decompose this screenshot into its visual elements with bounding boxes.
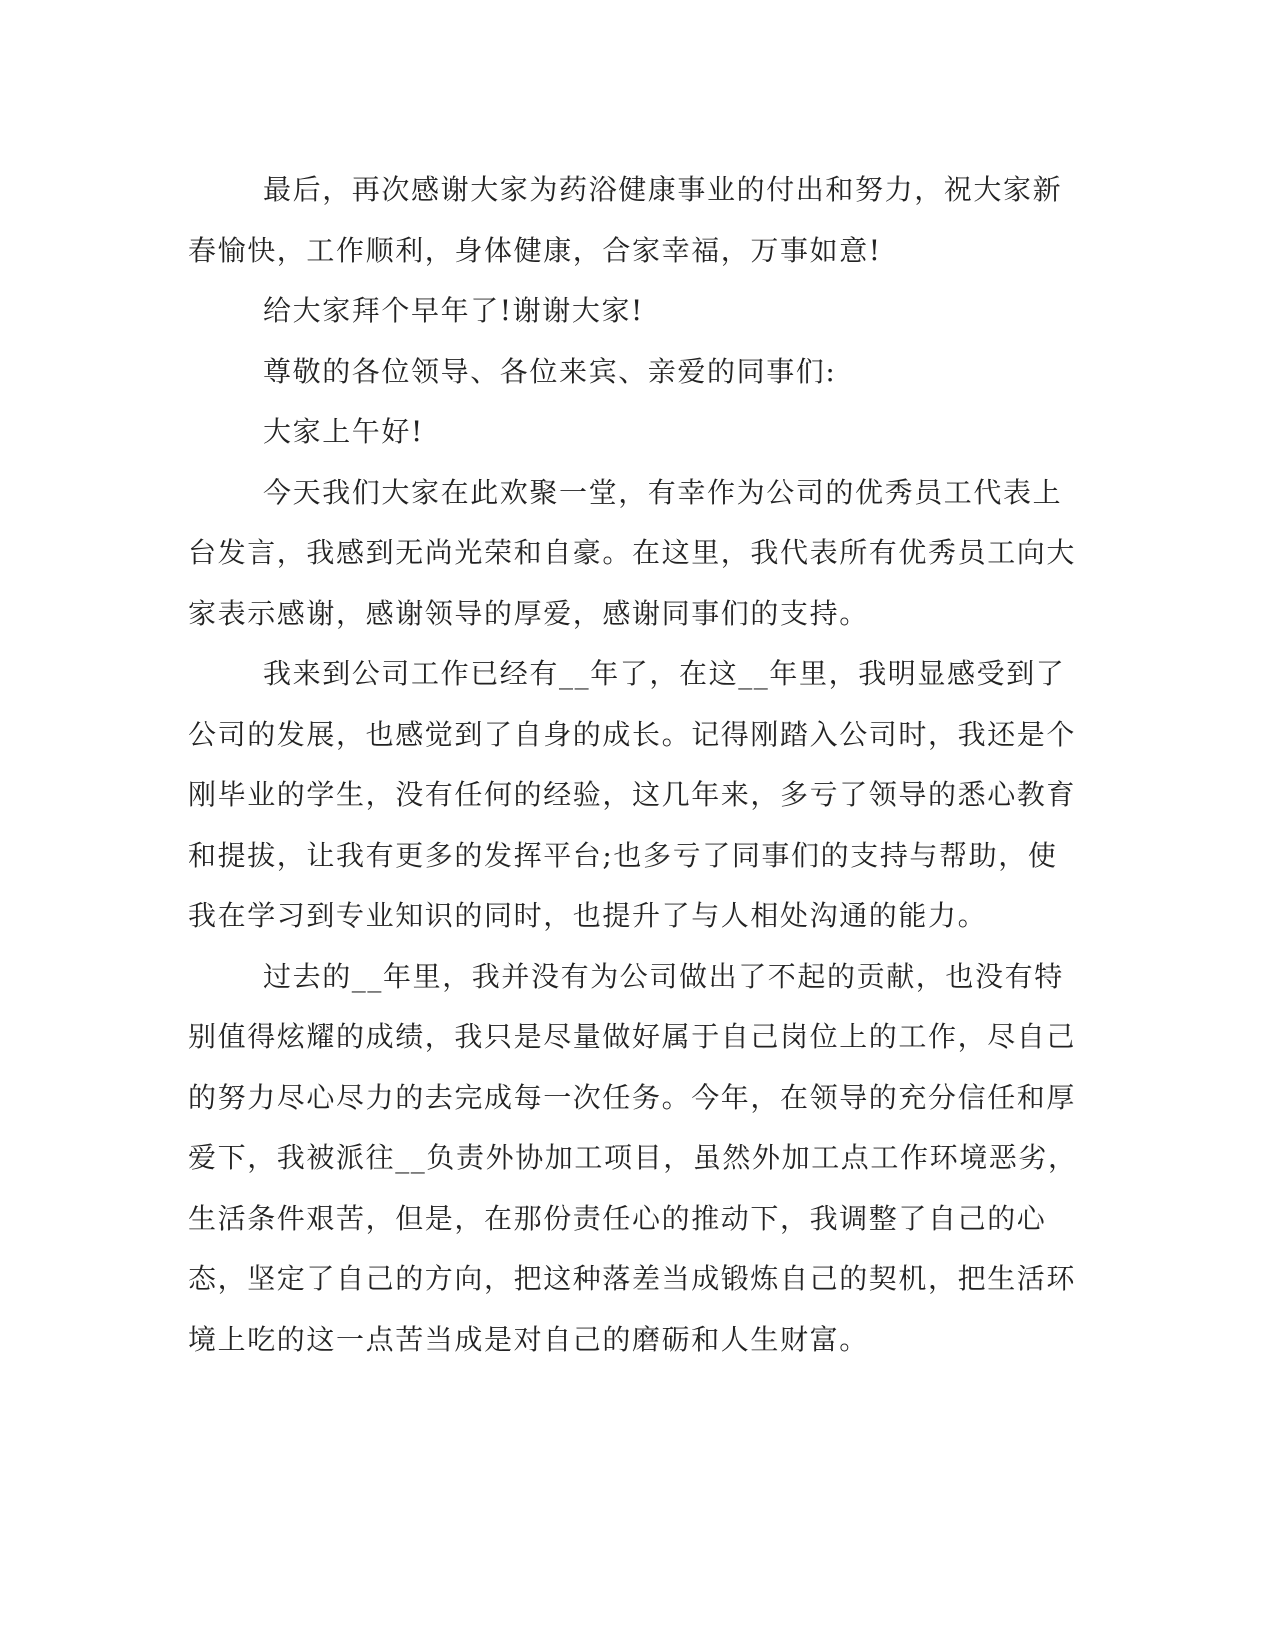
document-body [188, 160, 1083, 1370]
paragraph-closing-thanks: 最后，再次感谢大家为药浴健康事业的付出和努力，祝大家新春愉快，工作顺利，身体健康，合家幸福，万事如意! [188, 173, 1063, 267]
paragraph-good-morning: 大家上午好! [263, 415, 424, 448]
paragraph-past-year: 过去的__年里，我并没有为公司做出了不起的贡献，也没有特别值得炫耀的成绩，我只是尽量做好属于自己岗位上的工作，尽自己的努力尽心尽力的去完成每一次任务。今年，在领导的充分信任和厚爱下，我被派往__负责外协加工项目，虽然外加工点工作环境恶劣，生活条件艰苦，但是，在那份责任心的推动下，我调整了自己的心态，坚定了自己的方向，把这种落差当成锻炼自己的契机，把生活环境上吃的这一点苦当成是对自己的磨砺和人生财富。 [188, 959, 1078, 1356]
paragraph-introduction: 今天我们大家在此欢聚一堂，有幸作为公司的优秀员工代表上台发言，我感到无尚光荣和自豪。在这里，我代表所有优秀员工向大家表示感谢，感谢领导的厚爱，感谢同事们的支持。 [188, 475, 1077, 630]
paragraph-company-growth: 我来到公司工作已经有__年了，在这__年里，我明显感受到了公司的发展，也感觉到了自身的成长。记得刚踏入公司时，我还是个刚毕业的学生，没有任何的经验，这几年来，多亏了领导的悉心教育和提拔，让我有更多的发挥平台;也多亏了同事们的支持与帮助，使我在学习到专业知识的同时，也提升了与人相处沟通的能力。 [188, 657, 1077, 932]
paragraph-salutation: 尊敬的各位领导、各位来宾、亲爱的同事们: [263, 354, 837, 388]
paragraph-new-year-greeting: 给大家拜个早年了!谢谢大家! [263, 294, 644, 327]
